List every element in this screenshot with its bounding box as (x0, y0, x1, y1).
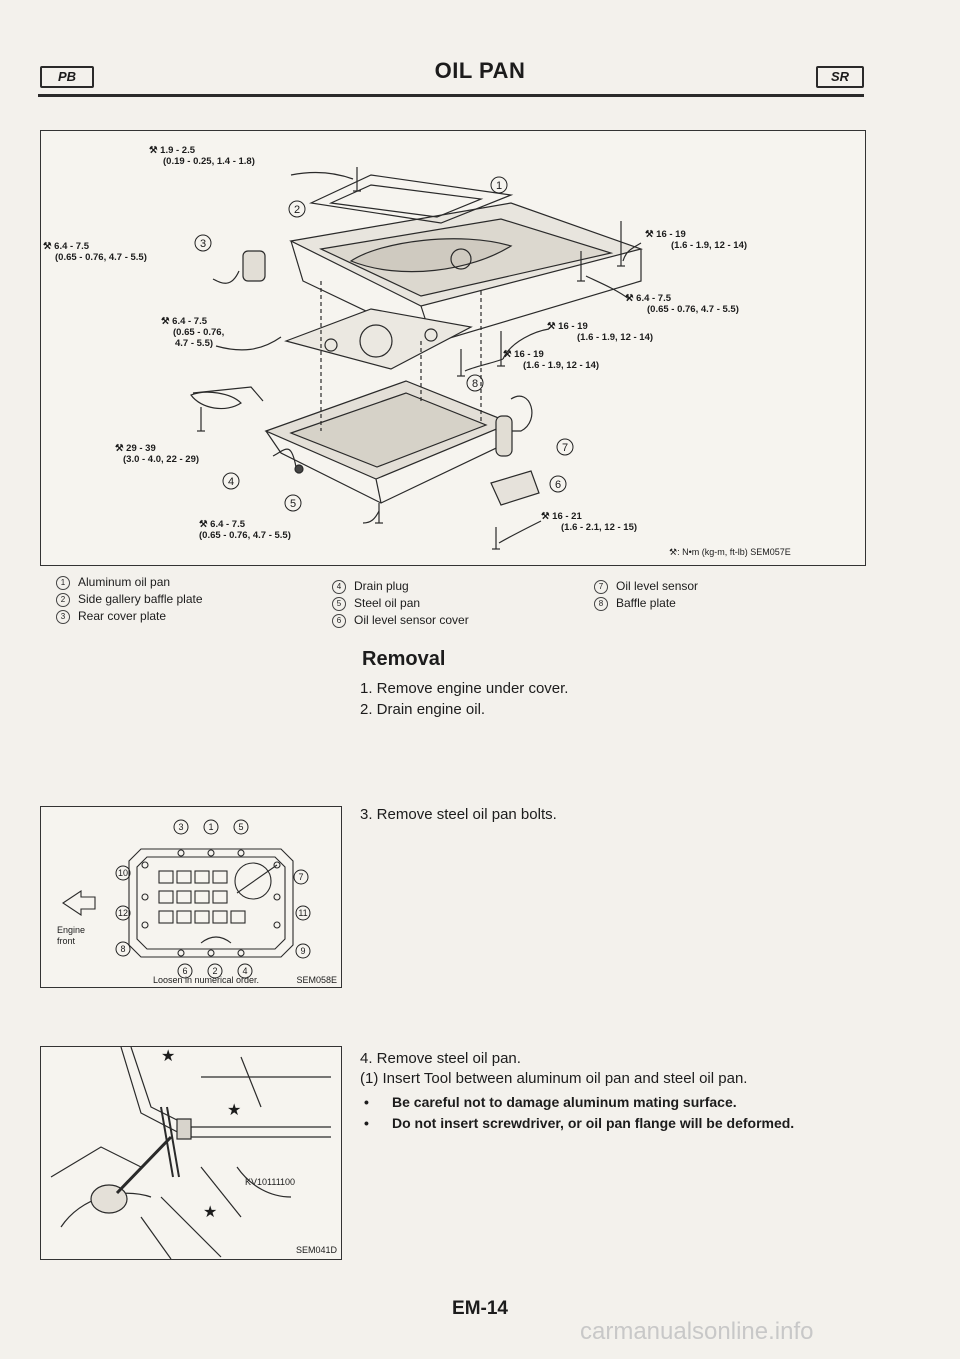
caution-bullet: • (364, 1094, 369, 1110)
legend-item: 2 Side gallery baffle plate (56, 591, 203, 608)
figure-code: SEM058E (296, 975, 337, 985)
removal-step-2: 2. Drain engine oil. (360, 701, 486, 718)
caution-text: Do not insert screwdriver, or oil pan flange will be deformed. (392, 1115, 795, 1131)
callout-2: 2 (293, 204, 301, 216)
bolt-number: 7 (298, 872, 304, 882)
bolt-number: 11 (298, 908, 308, 918)
bolt-order-drawing (41, 807, 341, 987)
tool-insertion-figure (40, 1046, 342, 1260)
wrench-icon: ⚒ (43, 241, 55, 252)
removal-step-4: 4. Remove steel oil pan. (360, 1050, 521, 1067)
bolt-number: 2 (212, 966, 218, 976)
wrench-icon: ⚒ (645, 229, 657, 240)
removal-step-4-1: (1) Insert Tool between aluminum oil pan and steel oil pan. (360, 1070, 748, 1087)
watermark: carmanualsonline.info (580, 1318, 814, 1345)
legend-item: 7 Oil level sensor (594, 578, 698, 595)
bolt-number: 9 (300, 946, 306, 956)
legend-col-2 (332, 578, 469, 629)
wrench-icon: ⚒ (115, 443, 127, 454)
callout-1: 1 (495, 180, 503, 192)
page-number: EM-14 (452, 1298, 508, 1319)
torque-label: ⚒ 16 - 19 (1.6 - 1.9, 12 - 14) (503, 349, 600, 371)
torque-label: ⚒ 6.4 - 7.5 (0.65 - 0.76, 4.7 - 5.5) (199, 519, 291, 541)
tool-number: KV10111100 (245, 1177, 296, 1187)
svg-text:★: ★ (203, 1204, 218, 1221)
torque-label: ⚒ 1.9 - 2.5 (0.19 - 0.25, 1.4 - 1.8) (149, 145, 255, 167)
section-badge-right: SR (816, 66, 864, 88)
wrench-icon: ⚒ (547, 321, 559, 332)
wrench-icon: ⚒ (161, 316, 173, 327)
bolt-order-figure (40, 806, 342, 988)
bolt-number: 12 (117, 908, 129, 918)
legend-col-3 (594, 578, 698, 612)
caution-text: Be careful not to damage aluminum mating surface. (392, 1094, 737, 1110)
legend-col-1 (56, 574, 203, 625)
torque-label: ⚒ 6.4 - 7.5 (0.65 - 0.76, 4.7 - 5.5) (43, 241, 147, 263)
callout-7: 7 (561, 442, 569, 454)
removal-heading: Removal (362, 648, 446, 670)
removal-step-1: 1. Remove engine under cover. (360, 680, 569, 697)
wrench-icon: ⚒ (541, 511, 553, 522)
wrench-icon: ⚒ (199, 519, 211, 530)
callout-3: 3 (199, 238, 207, 250)
torque-label: ⚒ 16 - 19 (1.6 - 1.9, 12 - 14) (645, 229, 748, 251)
wrench-icon: ⚒ (149, 145, 161, 156)
legend-item: 8 Baffle plate (594, 595, 698, 612)
callout-6: 6 (554, 479, 562, 491)
bolt-number: 6 (182, 966, 188, 976)
torque-label: ⚒ 16 - 21 (1.6 - 2.1, 12 - 15) (541, 511, 638, 533)
bolt-number: 3 (178, 822, 184, 832)
engine-front-label: Engine front (57, 925, 86, 946)
figure-code: SEM041D (295, 1245, 337, 1255)
torque-label: ⚒ 16 - 19 (1.6 - 1.9, 12 - 14) (547, 321, 654, 343)
legend-item: 1 Aluminum oil pan (56, 574, 203, 591)
callout-4: 4 (227, 476, 235, 488)
bolt-number: 4 (242, 966, 248, 976)
bolt-number: 5 (238, 822, 244, 832)
unit-note: ⚒: N•m (kg-m, ft-lb) SEM057E (669, 547, 791, 557)
page-title: OIL PAN (434, 58, 526, 83)
wrench-icon: ⚒ (503, 349, 515, 360)
wrench-icon: ⚒ (625, 293, 637, 304)
oil-pan-exploded-figure (40, 130, 866, 566)
wrench-icon: ⚒ (669, 547, 678, 557)
legend-item: 5 Steel oil pan (332, 595, 469, 612)
bolt-number: 10 (117, 868, 129, 878)
legend-item: 6 Oil level sensor cover (332, 612, 469, 629)
removal-step-3: 3. Remove steel oil pan bolts. (360, 806, 557, 823)
svg-text:★: ★ (161, 1048, 176, 1065)
callout-8: 8 (471, 378, 479, 390)
section-badge-left: PB (40, 66, 94, 88)
torque-label: ⚒ 29 - 39 (3.0 - 4.0, 22 - 29) (115, 443, 200, 465)
tool-insertion-drawing (41, 1047, 341, 1259)
figure-code: SEM057E (750, 547, 791, 557)
loosen-caption: Loosen in numerical order. (153, 975, 260, 985)
torque-label: ⚒ 6.4 - 7.5 (0.65 - 0.76, 4.7 - 5.5) (161, 316, 225, 349)
legend-item: 4 Drain plug (332, 578, 469, 595)
bolt-number: 8 (120, 944, 126, 954)
bolt-number: 1 (208, 822, 214, 832)
header-rule (38, 94, 864, 97)
svg-text:★: ★ (227, 1102, 242, 1119)
torque-label: ⚒ 6.4 - 7.5 (0.65 - 0.76, 4.7 - 5.5) (625, 293, 739, 315)
callout-5: 5 (289, 498, 297, 510)
caution-bullet: • (364, 1115, 369, 1131)
legend-item: 3 Rear cover plate (56, 608, 203, 625)
